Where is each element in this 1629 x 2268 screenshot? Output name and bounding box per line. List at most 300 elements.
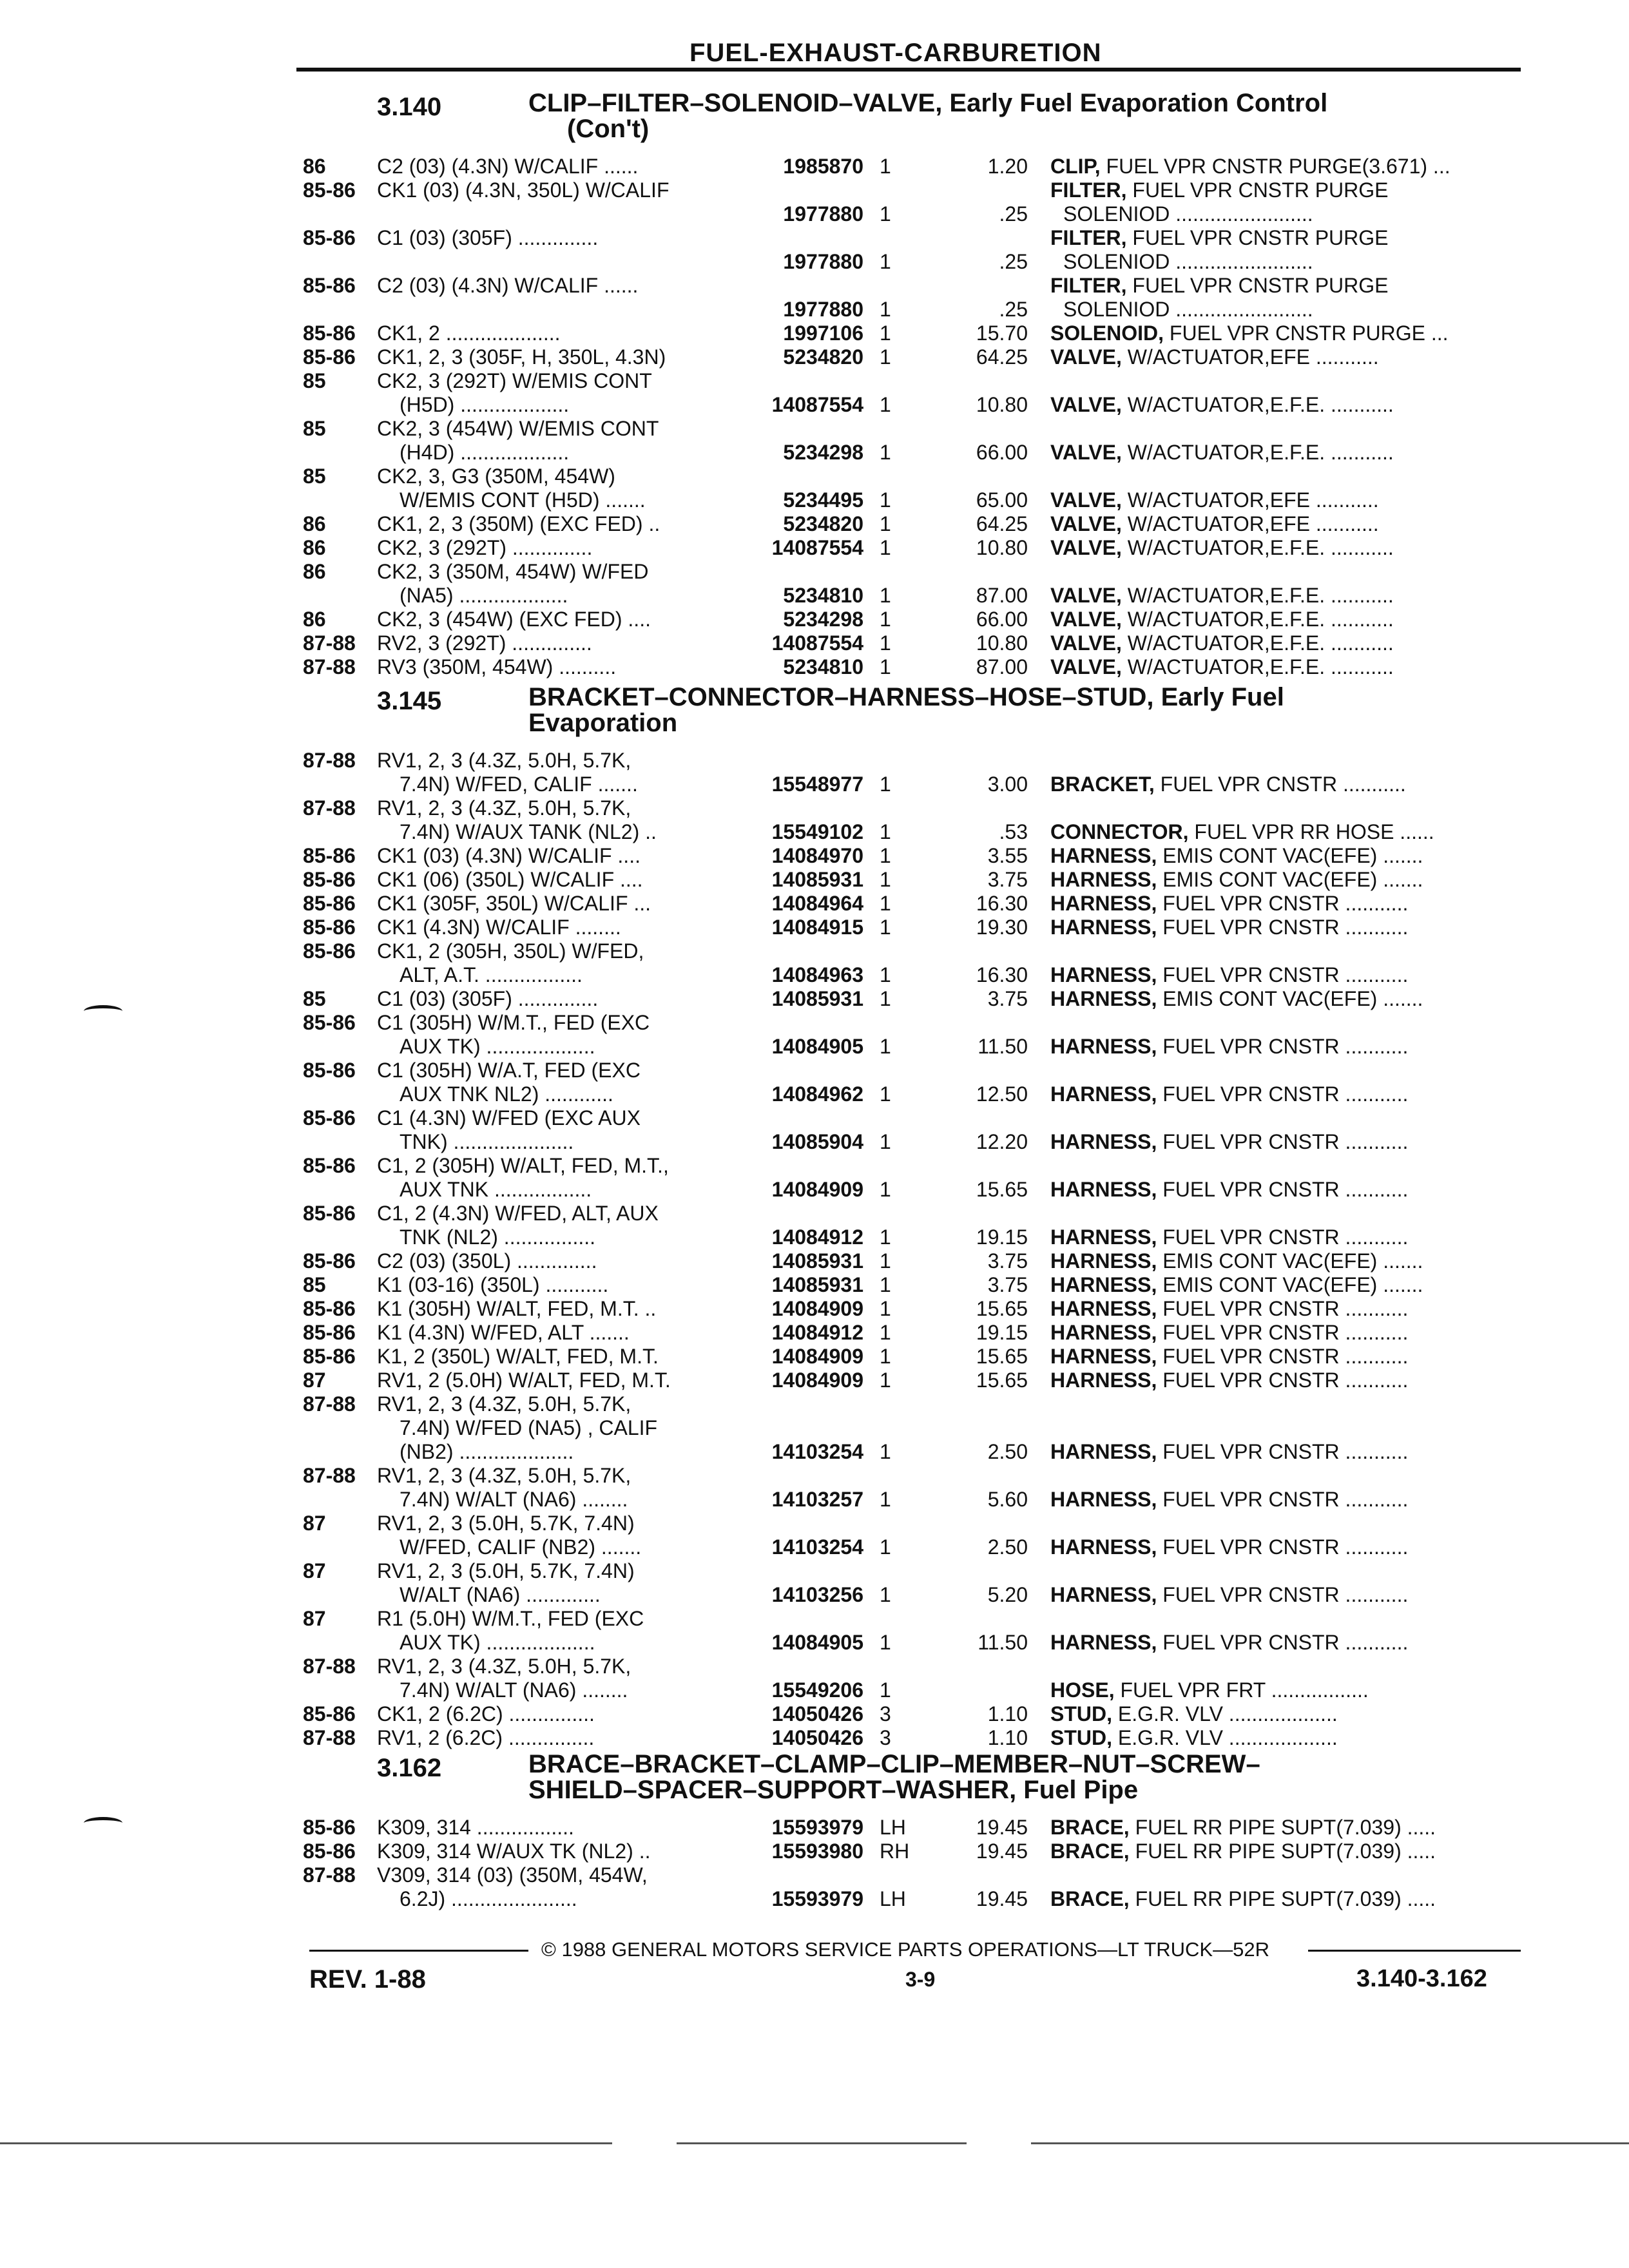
part-description-text: FUEL VPR CNSTR ........... bbox=[1162, 1082, 1409, 1106]
price: 12.50 bbox=[976, 1082, 1028, 1106]
quantity: 1 bbox=[880, 963, 891, 986]
part-description bbox=[1050, 987, 1514, 1011]
application-text: RV1, 2, 3 (5.0H, 5.7K, 7.4N) bbox=[377, 1512, 635, 1535]
application-text: AUX TNK ................. bbox=[400, 1178, 592, 1201]
section-number: 3.140 bbox=[377, 93, 442, 121]
model-year: 87-88 bbox=[303, 749, 356, 772]
part-description-text: FUEL VPR CNSTR ........... bbox=[1162, 1583, 1409, 1606]
part-description bbox=[1050, 655, 1514, 679]
quantity: 1 bbox=[880, 393, 891, 416]
model-year: 85-86 bbox=[303, 1249, 356, 1273]
model-year: 85-86 bbox=[303, 1816, 356, 1839]
section-number: 3.162 bbox=[377, 1754, 442, 1782]
part-description-text: W/ACTUATOR,E.F.E. ........... bbox=[1127, 536, 1394, 559]
model-year: 85-86 bbox=[303, 178, 356, 202]
quantity: 1 bbox=[880, 584, 891, 607]
model-year: 86 bbox=[303, 560, 326, 583]
part-description-text: FUEL RR PIPE SUPT(7.039) ..... bbox=[1135, 1840, 1436, 1863]
part-number: 14084970 bbox=[771, 844, 863, 867]
application-text: C2 (03) (350L) .............. bbox=[377, 1249, 597, 1273]
application-text: CK1, 2, 3 (305F, H, 350L, 4.3N) bbox=[377, 345, 666, 369]
quantity: 1 bbox=[880, 987, 891, 1010]
model-year: 87-88 bbox=[303, 655, 356, 678]
parts-row bbox=[0, 1816, 1629, 1840]
part-name: FILTER, bbox=[1050, 178, 1127, 202]
section-title bbox=[528, 684, 1284, 736]
part-number: 5234495 bbox=[783, 488, 863, 512]
model-year: 85-86 bbox=[303, 892, 356, 915]
part-description-text: FUEL VPR CNSTR PURGE bbox=[1132, 274, 1389, 297]
part-description-text: W/ACTUATOR,EFE ........... bbox=[1127, 488, 1379, 512]
model-year: 87 bbox=[303, 1512, 326, 1535]
application-text: AUX TK) ................... bbox=[400, 1631, 595, 1654]
part-description bbox=[1050, 1488, 1514, 1512]
price: .53 bbox=[999, 820, 1028, 843]
application-text: C1 (4.3N) W/FED (EXC AUX bbox=[377, 1106, 641, 1129]
scan-edge-line bbox=[0, 2142, 612, 2144]
part-name: VALVE, bbox=[1050, 393, 1122, 416]
part-description-text: FUEL VPR CNSTR PURGE ... bbox=[1169, 322, 1449, 345]
application-text: C1 (03) (305F) .............. bbox=[377, 987, 599, 1010]
price: 15.65 bbox=[976, 1297, 1028, 1320]
part-description bbox=[1050, 1678, 1514, 1702]
model-year: 85 bbox=[303, 417, 326, 440]
parts-row bbox=[0, 1249, 1629, 1273]
part-name: HARNESS, bbox=[1050, 987, 1157, 1010]
price: 19.45 bbox=[976, 1887, 1028, 1910]
quantity: 1 bbox=[880, 488, 891, 512]
quantity: 1 bbox=[880, 892, 891, 915]
application-text: 6.2J) ...................... bbox=[400, 1887, 577, 1910]
part-number: 15593979 bbox=[771, 1887, 863, 1910]
footer-rule-right bbox=[1308, 1950, 1521, 1952]
part-description bbox=[1050, 1369, 1514, 1392]
part-number: 14103254 bbox=[771, 1535, 863, 1559]
price: 3.00 bbox=[987, 773, 1028, 796]
price: 3.75 bbox=[987, 868, 1028, 891]
parts-row bbox=[0, 155, 1629, 178]
model-year: 85-86 bbox=[303, 226, 356, 249]
quantity: 1 bbox=[880, 1440, 891, 1463]
quantity: 1 bbox=[880, 345, 891, 369]
part-description bbox=[1050, 393, 1514, 417]
part-description bbox=[1050, 1178, 1514, 1202]
part-description bbox=[1050, 345, 1514, 369]
price: 16.30 bbox=[976, 963, 1028, 986]
part-name: HARNESS, bbox=[1050, 1583, 1157, 1606]
application-text: TNK) ..................... bbox=[400, 1130, 574, 1153]
model-year: 85-86 bbox=[303, 1011, 356, 1034]
part-number: 1977880 bbox=[783, 250, 863, 273]
application-text: K309, 314 ................. bbox=[377, 1816, 574, 1839]
parts-row bbox=[0, 345, 1629, 369]
part-number: 14084912 bbox=[771, 1225, 863, 1249]
section-title-continued: Evaporation bbox=[528, 709, 678, 737]
price: 11.50 bbox=[978, 1035, 1028, 1058]
application-text: RV1, 2, 3 (5.0H, 5.7K, 7.4N) bbox=[377, 1559, 635, 1582]
model-year: 86 bbox=[303, 155, 326, 178]
application-text: RV1, 2, 3 (4.3Z, 5.0H, 5.7K, bbox=[377, 1655, 631, 1678]
model-year: 85-86 bbox=[303, 1702, 356, 1725]
quantity: LH bbox=[880, 1887, 906, 1910]
model-year: 85 bbox=[303, 369, 326, 392]
part-name: HARNESS, bbox=[1050, 963, 1157, 986]
price: 10.80 bbox=[976, 393, 1028, 416]
part-name: FILTER, bbox=[1050, 274, 1127, 297]
model-year: 85 bbox=[303, 465, 326, 488]
price: 2.50 bbox=[987, 1535, 1028, 1559]
parts-row bbox=[0, 1297, 1629, 1321]
application-text: 7.4N) W/FED (NA5) , CALIF bbox=[400, 1416, 658, 1439]
model-year: 86 bbox=[303, 608, 326, 631]
application-text: RV1, 2 (5.0H) W/ALT, FED, M.T. bbox=[377, 1369, 671, 1392]
part-number: 5234298 bbox=[783, 441, 863, 464]
part-description-text: FUEL VPR CNSTR ........... bbox=[1162, 1488, 1409, 1511]
quantity: 3 bbox=[880, 1726, 891, 1749]
model-year: 85-86 bbox=[303, 1059, 356, 1082]
application-text: K1 (03-16) (350L) ........... bbox=[377, 1273, 609, 1296]
quantity: 1 bbox=[880, 250, 891, 273]
part-description bbox=[1050, 608, 1514, 631]
part-description bbox=[1050, 1130, 1514, 1154]
part-description bbox=[1050, 1249, 1514, 1273]
model-year: 87-88 bbox=[303, 1464, 356, 1487]
part-description-text: FUEL VPR CNSTR ........... bbox=[1162, 1225, 1409, 1249]
model-year: 85-86 bbox=[303, 844, 356, 867]
application-text: CK1 (4.3N) W/CALIF ........ bbox=[377, 916, 621, 939]
model-year: 85-86 bbox=[303, 1106, 356, 1129]
part-name: CLIP, bbox=[1050, 155, 1101, 178]
header-rule bbox=[296, 68, 1521, 72]
price: 10.80 bbox=[976, 631, 1028, 655]
part-name: HARNESS, bbox=[1050, 868, 1157, 891]
parts-row bbox=[0, 939, 1629, 987]
price: 66.00 bbox=[976, 441, 1028, 464]
part-description-text: EMIS CONT VAC(EFE) ....... bbox=[1162, 868, 1423, 891]
part-description bbox=[1050, 1726, 1514, 1750]
application-text: C2 (03) (4.3N) W/CALIF ...... bbox=[377, 155, 639, 178]
part-description bbox=[1050, 631, 1514, 655]
price: 10.80 bbox=[976, 536, 1028, 559]
parts-row bbox=[0, 631, 1629, 655]
part-description-text: FUEL VPR CNSTR ........... bbox=[1162, 1631, 1409, 1654]
quantity: 1 bbox=[880, 773, 891, 796]
application-text: CK1 (06) (350L) W/CALIF .... bbox=[377, 868, 643, 891]
part-name: STUD, bbox=[1050, 1726, 1112, 1749]
part-description bbox=[1050, 178, 1514, 202]
application-text: C2 (03) (4.3N) W/CALIF ...... bbox=[377, 274, 639, 297]
part-number: 14084915 bbox=[771, 916, 863, 939]
part-description bbox=[1050, 322, 1514, 345]
parts-row bbox=[0, 512, 1629, 536]
price: 87.00 bbox=[976, 584, 1028, 607]
price: 3.75 bbox=[987, 1273, 1028, 1296]
part-number: 5234820 bbox=[783, 512, 863, 535]
part-description bbox=[1050, 820, 1514, 844]
section-title bbox=[528, 1751, 1260, 1803]
section-title-line: BRACKET–CONNECTOR–HARNESS–HOSE–STUD, Early Fuel bbox=[528, 683, 1284, 711]
quantity: 1 bbox=[880, 1178, 891, 1201]
part-name: VALVE, bbox=[1050, 536, 1122, 559]
part-description bbox=[1050, 488, 1514, 512]
part-name: HARNESS, bbox=[1050, 1130, 1157, 1153]
part-description-text: FUEL RR PIPE SUPT(7.039) ..... bbox=[1135, 1887, 1436, 1910]
quantity: 1 bbox=[880, 1297, 891, 1320]
quantity: 1 bbox=[880, 1488, 891, 1511]
price: 19.45 bbox=[976, 1816, 1028, 1839]
part-description-text: FUEL VPR CNSTR ........... bbox=[1162, 963, 1409, 986]
price: 1.10 bbox=[987, 1702, 1028, 1725]
part-number: 14103254 bbox=[771, 1440, 863, 1463]
part-description bbox=[1050, 1535, 1514, 1559]
part-number: 15593980 bbox=[771, 1840, 863, 1863]
part-description bbox=[1050, 1631, 1514, 1655]
part-name: HARNESS, bbox=[1050, 1035, 1157, 1058]
application-text: 7.4N) W/AUX TANK (NL2) .. bbox=[400, 820, 657, 843]
model-year: 85-86 bbox=[303, 868, 356, 891]
parts-row bbox=[0, 1840, 1629, 1863]
application-text: CK2, 3 (292T) .............. bbox=[377, 536, 593, 559]
model-year: 87-88 bbox=[303, 1392, 356, 1416]
part-description-text: EMIS CONT VAC(EFE) ....... bbox=[1162, 844, 1423, 867]
application-text: AUX TNK NL2) ............ bbox=[400, 1082, 613, 1106]
model-year: 87-88 bbox=[303, 1863, 356, 1887]
part-number: 1977880 bbox=[783, 298, 863, 321]
part-number: 14103257 bbox=[771, 1488, 863, 1511]
part-number: 14050426 bbox=[771, 1726, 863, 1749]
quantity: 3 bbox=[880, 1702, 891, 1725]
application-text: CK2, 3 (292T) W/EMIS CONT bbox=[377, 369, 652, 392]
part-description bbox=[1050, 1035, 1514, 1059]
parts-row bbox=[0, 536, 1629, 560]
quantity: 1 bbox=[880, 298, 891, 321]
part-number: 1977880 bbox=[783, 202, 863, 226]
part-name: VALVE, bbox=[1050, 584, 1122, 607]
parts-row bbox=[0, 1106, 1629, 1154]
application-text: CK2, 3, G3 (350M, 454W) bbox=[377, 465, 615, 488]
part-number: 1985870 bbox=[783, 155, 863, 178]
part-name: HARNESS, bbox=[1050, 844, 1157, 867]
part-name: HARNESS, bbox=[1050, 1249, 1157, 1273]
application-text: CK1, 2 .................... bbox=[377, 322, 561, 345]
price: 19.45 bbox=[976, 1840, 1028, 1863]
parts-row bbox=[0, 178, 1629, 226]
part-description-text: FUEL VPR CNSTR PURGE bbox=[1132, 226, 1389, 249]
part-description bbox=[1050, 584, 1514, 608]
model-year: 85-86 bbox=[303, 939, 356, 963]
price: 87.00 bbox=[976, 655, 1028, 678]
footer-page-number: 3-9 bbox=[905, 1968, 936, 1991]
application-text: RV2, 3 (292T) .............. bbox=[377, 631, 592, 655]
application-text: R1 (5.0H) W/M.T., FED (EXC bbox=[377, 1607, 644, 1630]
application-text: (NA5) ................... bbox=[400, 584, 568, 607]
quantity: 1 bbox=[880, 1631, 891, 1654]
parts-row bbox=[0, 465, 1629, 512]
part-number: 14084909 bbox=[771, 1369, 863, 1392]
quantity: 1 bbox=[880, 631, 891, 655]
footer-copyright: © 1988 GENERAL MOTORS SERVICE PARTS OPERATIONS—LT TRUCK—52R bbox=[541, 1938, 1269, 1961]
scan-edge-line bbox=[677, 2142, 967, 2144]
application-text: RV1, 2 (6.2C) ............... bbox=[377, 1726, 595, 1749]
application-text: K1 (305H) W/ALT, FED, M.T. .. bbox=[377, 1297, 657, 1320]
section-title-line: BRACE–BRACKET–CLAMP–CLIP–MEMBER–NUT–SCREW– bbox=[528, 1750, 1260, 1778]
section-title bbox=[528, 90, 1327, 142]
part-number: 5234810 bbox=[783, 655, 863, 678]
application-text: K309, 314 W/AUX TK (NL2) .. bbox=[377, 1840, 651, 1863]
part-description bbox=[1050, 512, 1514, 536]
quantity: 1 bbox=[880, 1249, 891, 1273]
application-text: CK1 (305F, 350L) W/CALIF ... bbox=[377, 892, 651, 915]
price: 2.50 bbox=[987, 1440, 1028, 1463]
price: 11.50 bbox=[978, 1631, 1028, 1654]
application-text: V309, 314 (03) (350M, 454W, bbox=[377, 1863, 648, 1887]
quantity: 1 bbox=[880, 441, 891, 464]
part-number: 1997106 bbox=[783, 322, 863, 345]
part-number: 14087554 bbox=[771, 631, 863, 655]
application-text: (H5D) ................... bbox=[400, 393, 570, 416]
price: 1.10 bbox=[987, 1726, 1028, 1749]
part-description-text: W/ACTUATOR,E.F.E. ........... bbox=[1127, 584, 1394, 607]
quantity: 1 bbox=[880, 1225, 891, 1249]
application-text: C1 (305H) W/A.T, FED (EXC bbox=[377, 1059, 641, 1082]
part-description bbox=[1050, 868, 1514, 892]
application-text: 7.4N) W/ALT (NA6) ........ bbox=[400, 1488, 628, 1511]
price: 15.70 bbox=[976, 322, 1028, 345]
application-text: K1, 2 (350L) W/ALT, FED, M.T. bbox=[377, 1345, 659, 1368]
part-description-text: W/ACTUATOR,E.F.E. ........... bbox=[1127, 608, 1394, 631]
application-text: (NB2) .................... bbox=[400, 1440, 574, 1463]
part-number: 14085904 bbox=[771, 1130, 863, 1153]
model-year: 86 bbox=[303, 536, 326, 559]
part-description: SOLENIOD ........................ bbox=[1063, 298, 1313, 321]
parts-row bbox=[0, 1607, 1629, 1655]
parts-row bbox=[0, 1059, 1629, 1106]
quantity: 1 bbox=[880, 1583, 891, 1606]
part-description-text: FUEL VPR CNSTR ........... bbox=[1162, 892, 1409, 915]
footer-rule-left bbox=[309, 1950, 528, 1952]
part-description-text: FUEL VPR CNSTR ........... bbox=[1162, 1440, 1409, 1463]
model-year: 85-86 bbox=[303, 1840, 356, 1863]
parts-row bbox=[0, 1392, 1629, 1464]
application-text: RV1, 2, 3 (4.3Z, 5.0H, 5.7K, bbox=[377, 1392, 631, 1416]
application-text: ALT, A.T. ................. bbox=[400, 963, 583, 986]
part-name: VALVE, bbox=[1050, 631, 1122, 655]
part-name: HARNESS, bbox=[1050, 1297, 1157, 1320]
parts-row bbox=[0, 1702, 1629, 1726]
parts-row bbox=[0, 1345, 1629, 1369]
quantity: 1 bbox=[880, 1678, 891, 1702]
parts-row bbox=[0, 1726, 1629, 1750]
quantity: 1 bbox=[880, 1345, 891, 1368]
part-description-text: FUEL RR PIPE SUPT(7.039) ..... bbox=[1135, 1816, 1436, 1839]
part-description bbox=[1050, 1840, 1514, 1863]
part-name: HARNESS, bbox=[1050, 1440, 1157, 1463]
model-year: 87-88 bbox=[303, 1655, 356, 1678]
model-year: 85 bbox=[303, 1273, 326, 1296]
part-description-text: FUEL VPR RR HOSE ...... bbox=[1194, 820, 1434, 843]
part-description bbox=[1050, 274, 1514, 298]
part-description bbox=[1050, 1345, 1514, 1369]
part-number: 14084963 bbox=[771, 963, 863, 986]
part-description bbox=[1050, 963, 1514, 987]
price: 5.20 bbox=[987, 1583, 1028, 1606]
part-description bbox=[1050, 844, 1514, 868]
part-number: 14084905 bbox=[771, 1035, 863, 1058]
part-description-text: EMIS CONT VAC(EFE) ....... bbox=[1162, 1249, 1423, 1273]
section-title-continued: (Con't) bbox=[567, 115, 650, 143]
part-number: 14084905 bbox=[771, 1631, 863, 1654]
part-number: 14050426 bbox=[771, 1702, 863, 1725]
part-description: SOLENIOD ........................ bbox=[1063, 202, 1313, 226]
part-description bbox=[1050, 536, 1514, 560]
part-number: 14084909 bbox=[771, 1345, 863, 1368]
quantity: 1 bbox=[880, 1273, 891, 1296]
parts-row bbox=[0, 655, 1629, 679]
quantity: 1 bbox=[880, 512, 891, 535]
model-year: 85-86 bbox=[303, 274, 356, 297]
part-description-text: FUEL VPR CNSTR ........... bbox=[1162, 1535, 1409, 1559]
parts-row bbox=[0, 987, 1629, 1011]
page-header-title: FUEL-EXHAUST-CARBURETION bbox=[689, 39, 1102, 67]
parts-row bbox=[0, 1202, 1629, 1249]
parts-row bbox=[0, 369, 1629, 417]
model-year: 87-88 bbox=[303, 796, 356, 820]
part-description bbox=[1050, 1816, 1514, 1840]
application-text: C1 (03) (305F) .............. bbox=[377, 226, 599, 249]
price: 66.00 bbox=[976, 608, 1028, 631]
application-text: CK1 (03) (4.3N, 350L) W/CALIF bbox=[377, 178, 670, 202]
model-year: 85 bbox=[303, 987, 326, 1010]
model-year: 85-86 bbox=[303, 1345, 356, 1368]
application-text: RV3 (350M, 454W) .......... bbox=[377, 655, 617, 678]
model-year: 86 bbox=[303, 512, 326, 535]
part-number: 5234810 bbox=[783, 584, 863, 607]
parts-row bbox=[0, 892, 1629, 916]
application-text: W/EMIS CONT (H5D) ....... bbox=[400, 488, 646, 512]
price: 15.65 bbox=[976, 1369, 1028, 1392]
quantity: 1 bbox=[880, 868, 891, 891]
quantity: 1 bbox=[880, 655, 891, 678]
part-name: BRACE, bbox=[1050, 1816, 1130, 1839]
parts-row bbox=[0, 1011, 1629, 1059]
application-text: K1 (4.3N) W/FED, ALT ....... bbox=[377, 1321, 630, 1344]
price: 1.20 bbox=[987, 155, 1028, 178]
part-description-text: FUEL VPR CNSTR ........... bbox=[1162, 1321, 1409, 1344]
part-description: SOLENIOD ........................ bbox=[1063, 250, 1313, 273]
quantity: 1 bbox=[880, 1035, 891, 1058]
parts-row bbox=[0, 322, 1629, 345]
part-description-text: FUEL VPR CNSTR PURGE(3.671) ... bbox=[1106, 155, 1451, 178]
part-number: 14103256 bbox=[771, 1583, 863, 1606]
part-description-text: EMIS CONT VAC(EFE) ....... bbox=[1162, 1273, 1423, 1296]
model-year: 85-86 bbox=[303, 1297, 356, 1320]
parts-row bbox=[0, 749, 1629, 796]
part-description bbox=[1050, 916, 1514, 939]
parts-row bbox=[0, 1321, 1629, 1345]
price: 65.00 bbox=[976, 488, 1028, 512]
part-number: 15593979 bbox=[771, 1816, 863, 1839]
binder-hole-mark bbox=[84, 1817, 122, 1829]
quantity: 1 bbox=[880, 608, 891, 631]
part-number: 14084962 bbox=[771, 1082, 863, 1106]
quantity: 1 bbox=[880, 322, 891, 345]
part-name: BRACE, bbox=[1050, 1840, 1130, 1863]
footer-revision: REV. 1-88 bbox=[309, 1965, 426, 1994]
parts-row bbox=[0, 1273, 1629, 1297]
part-name: VALVE, bbox=[1050, 608, 1122, 631]
application-text: AUX TK) ................... bbox=[400, 1035, 595, 1058]
application-text: CK1, 2 (305H, 350L) W/FED, bbox=[377, 939, 644, 963]
